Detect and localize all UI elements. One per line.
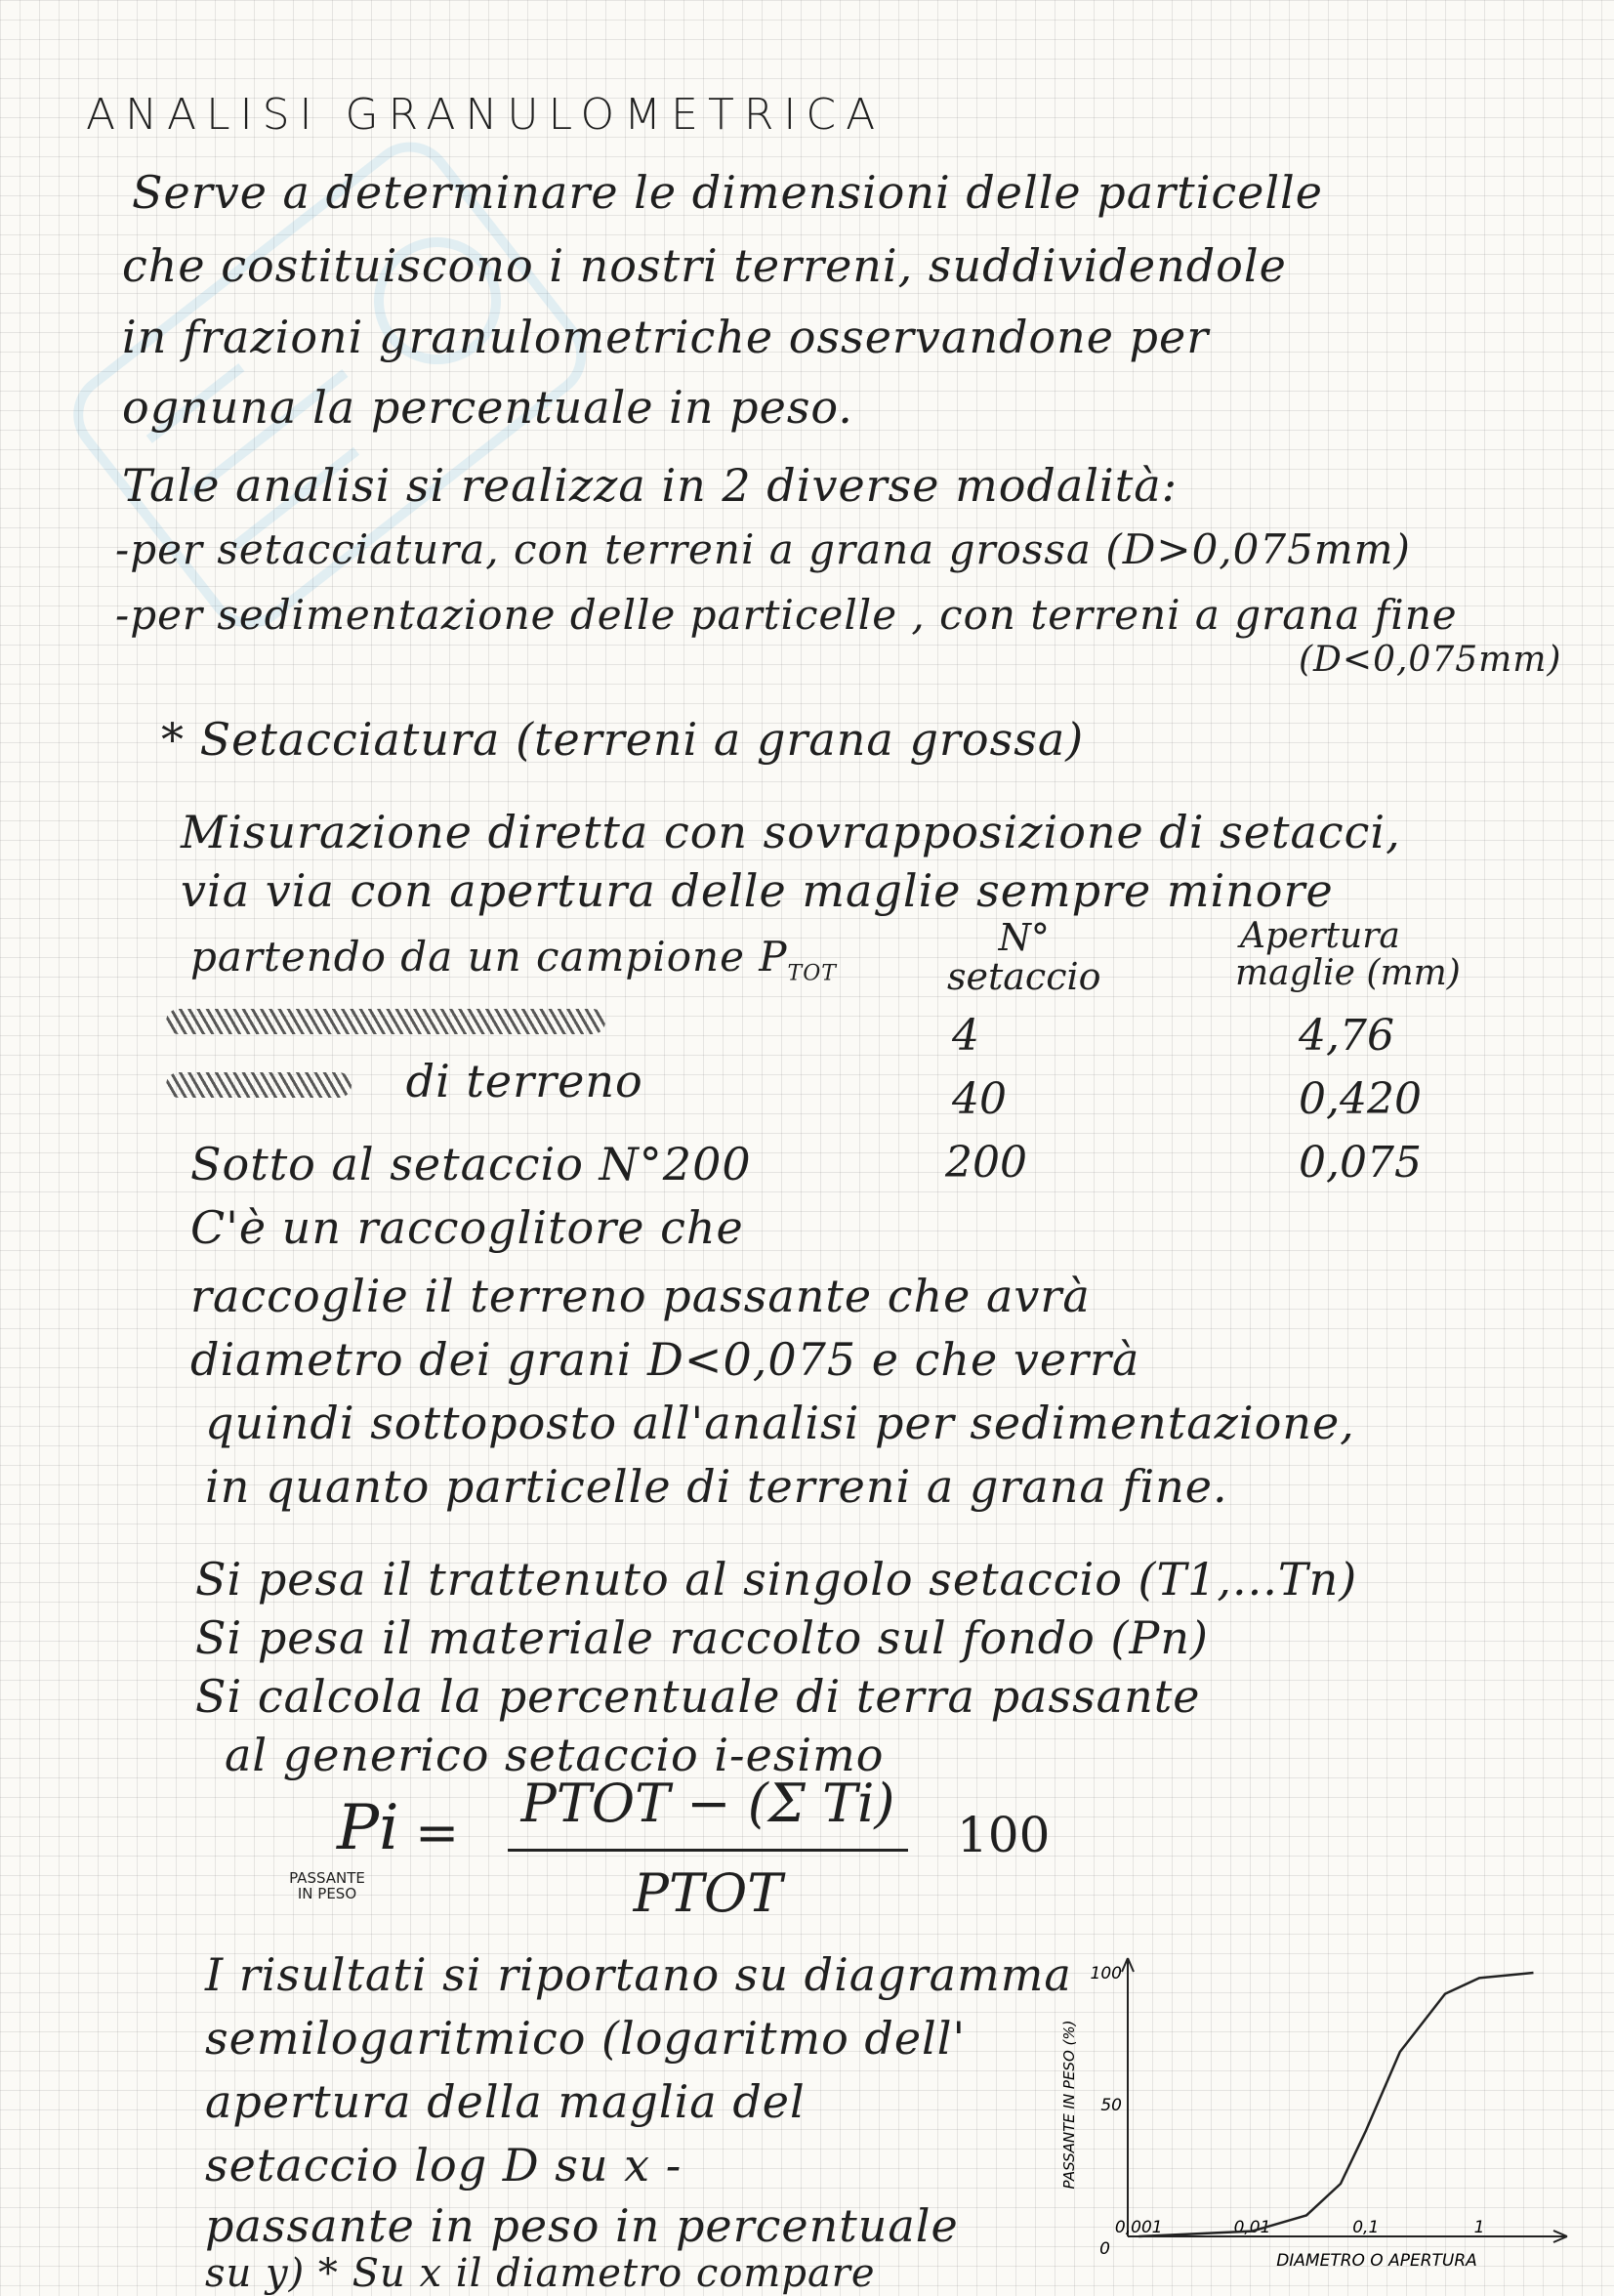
- page-title: ANALISI GRANULOMETRICA: [86, 90, 886, 140]
- results-line: apertura della maglia del: [205, 2075, 806, 2128]
- modes-line: Tale analisi si realizza in 2 diverse modalità:: [122, 459, 1179, 512]
- y-tick-label: 0: [1099, 2239, 1110, 2259]
- intro-line: che costituiscono i nostri terreni, suddividendole: [122, 239, 1287, 292]
- formula-numerator: PTOT − (Σ Ti): [520, 1773, 895, 1834]
- scribble-line: [166, 991, 605, 1044]
- ptot-subscript: TOT: [787, 961, 837, 986]
- passante-formula: [229, 1773, 1108, 1939]
- scribble-mark: [166, 1072, 352, 1098]
- terreno-text: di terreno: [405, 1055, 643, 1107]
- results-line: passante in peso in percentuale: [205, 2199, 959, 2252]
- header-n-line1: N°: [998, 916, 1050, 959]
- scribble-mark: [166, 1009, 605, 1034]
- results-line: semilogaritmico (logaritmo dell': [205, 2012, 967, 2065]
- table-row-ap: 4,76: [1299, 1011, 1394, 1061]
- setac-line: via via con apertura delle maglie sempre minore: [181, 864, 1334, 917]
- formula-lhs-label: PASSANTE IN PESO: [289, 1869, 365, 1902]
- raccoglitore-line: quindi sottoposto all'analisi per sedimentazione,: [205, 1397, 1355, 1449]
- formula-lhs: Pi: [337, 1792, 399, 1864]
- peso-line: al generico setaccio i-esimo: [225, 1729, 885, 1781]
- raccoglitore-line: raccoglie il terreno passante che avrà: [190, 1270, 1091, 1322]
- x-tick-label: 0,001: [1114, 2218, 1163, 2237]
- header-n-setaccio: [947, 918, 1101, 996]
- sotto-line: Sotto al setaccio N°200: [190, 1138, 752, 1190]
- peso-line: Si calcola la percentuale di terra passante: [195, 1670, 1201, 1723]
- modes-line: (D<0,075mm): [1299, 640, 1562, 680]
- raccoglitore-line: C'è un raccoglitore che: [190, 1201, 744, 1254]
- chart-svg: [1035, 1943, 1582, 2284]
- results-line: su y) * Su x il diametro compare: [205, 2251, 876, 2296]
- formula-denominator: PTOT: [633, 1862, 783, 1924]
- raccoglitore-line: in quanto particelle di terreni a grana fine.: [205, 1460, 1228, 1513]
- formula-equals: =: [415, 1802, 460, 1863]
- header-ap-line1: Apertura: [1240, 916, 1400, 956]
- table-row-n: 200: [945, 1138, 1027, 1188]
- header-ap-line2: maglie (mm): [1235, 953, 1461, 993]
- table-row-ap: 0,075: [1299, 1138, 1422, 1188]
- header-apertura: [1235, 918, 1461, 992]
- results-line-text: setaccio log D su x -: [205, 2139, 683, 2192]
- formula-factor: 100: [957, 1807, 1051, 1863]
- table-row-n: 4: [952, 1011, 979, 1061]
- modes-line: -per setacciatura, con terreni a grana grossa (D>0,075mm): [115, 525, 1411, 573]
- grading-curve: [1138, 1973, 1533, 2236]
- raccoglitore-line: diametro dei grani D<0,075 e che verrà: [190, 1333, 1140, 1386]
- setac-line: Misurazione diretta con sovrapposizione di setacci,: [181, 806, 1401, 858]
- section-heading: * Setacciatura (terreni a grana grossa): [161, 713, 1085, 766]
- intro-line: in frazioni granulometriche osservandone per: [122, 311, 1210, 363]
- granulometric-chart: [1035, 1943, 1582, 2284]
- setac-line-text: partendo da un campione P: [190, 933, 788, 981]
- y-tick-label: 50: [1100, 2096, 1122, 2115]
- terreno-line: [166, 1055, 643, 1107]
- results-line: [205, 2139, 682, 2192]
- table-row-ap: 0,420: [1299, 1074, 1422, 1124]
- y-axis-label: PASSANTE IN PESO (%): [1060, 2020, 1078, 2190]
- peso-line: Si pesa il trattenuto al singolo setaccio (T1,...Tn): [195, 1553, 1358, 1606]
- peso-line: Si pesa il materiale raccolto sul fondo (Pn): [195, 1611, 1209, 1664]
- results-line: I risultati si riportano su diagramma: [205, 1948, 1072, 2001]
- setac-line: [190, 933, 837, 985]
- x-tick-label: 0,01: [1233, 2218, 1271, 2237]
- intro-line: ognuna la percentuale in peso.: [122, 381, 853, 434]
- header-n-line2: setaccio: [947, 955, 1101, 998]
- x-tick-label: 0,1: [1352, 2218, 1380, 2237]
- table-row-n: 40: [952, 1074, 1007, 1124]
- modes-line: -per sedimentazione delle particelle , con terreni a grana fine: [115, 591, 1458, 639]
- y-tick-label: 100: [1090, 1964, 1122, 1983]
- formula-fraction-bar: [508, 1849, 908, 1852]
- x-axis-label: DIAMETRO O APERTURA: [1276, 2251, 1477, 2271]
- x-tick-label: 1: [1473, 2218, 1485, 2237]
- intro-line: Serve a determinare le dimensioni delle particelle: [132, 166, 1323, 219]
